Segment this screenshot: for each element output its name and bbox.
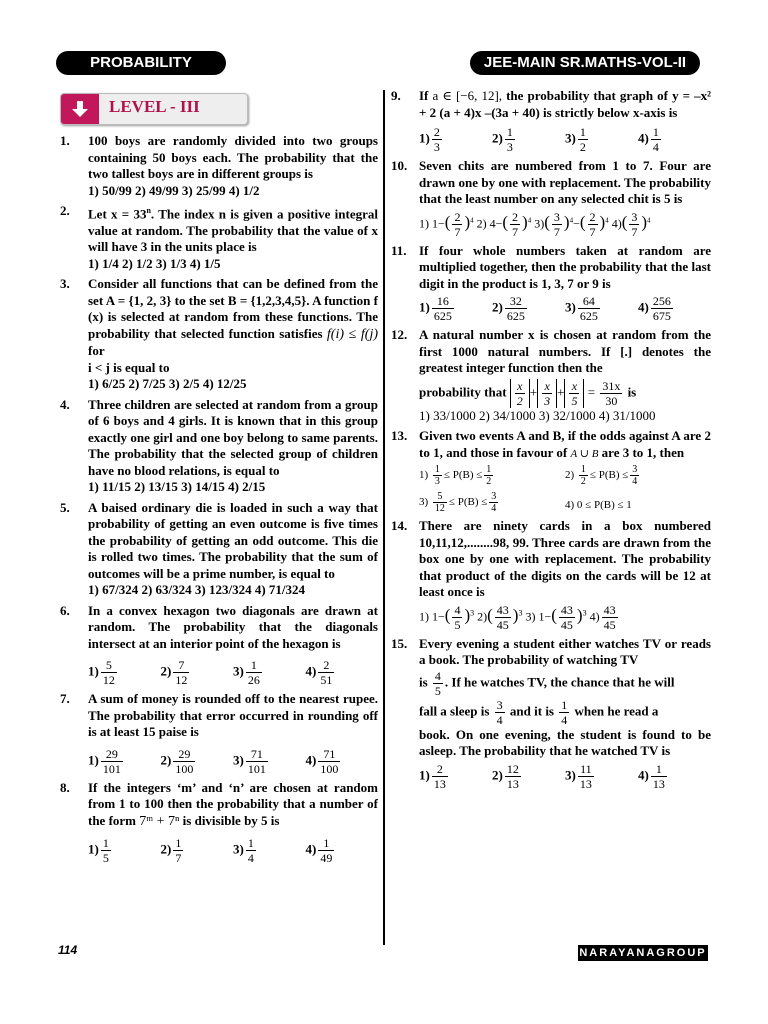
question-text: Let $x = 33^n$. The index n is given a positive integral value at random. The probability that the value of x will have 3 in the units place is — [88, 206, 378, 255]
question-text: A natural number x is chosen at random from the first 1000 natural numbers. If [.] denotes the greatest integer function then the — [419, 327, 711, 375]
question-13: 13. Given two events A and B, if the odds against A are 2 to 1, and those in favour of A ∪ B are 3 to 1, then 1) $\frac{1}{3}$ ≤ P(B) ≤ $\frac{1}{2}$ 2) $\frac{1}{2}$ ≤ P(B) ≤ $\frac{3}{4}$ 3) $\frac{5}{12}$ ≤ P(B) ≤ $\frac{3}{4}$ 4) 0 ≤ P(B) ≤ 1 — [391, 428, 711, 514]
question-text: If four whole numbers taken at random are multiplied together, then the probability that the last digit in the product is 1, 3, 7 or 9 is — [419, 242, 711, 291]
question-text: In a convex hexagon two diagonals are drawn at random. The probability that the diagonals intersect at an interior point of the hexagon is — [88, 602, 378, 651]
options: 1) $\frac{1}{5}$ 2) $\frac{1}{7}$ 3) $\frac{1}{4}$ 4) $\frac{1}{49}$ — [88, 836, 333, 866]
options: 1) 6/25 2) 7/25 3) 2/5 4) 12/25 — [88, 376, 247, 392]
column-divider — [383, 90, 385, 945]
options: 1) $\frac{2}{13}$ 2) $\frac{12}{13}$ 3) $\frac{11}{13}$ 4) $\frac{1}{13}$ — [419, 761, 665, 791]
options: 1) 1−( $\frac{2}{7}$ )$^4$ 2) 4−( $\frac{2}{7}$ )$^4$ 3)( $\frac{3}{7}$ )$^4$−( $\frac{2}{7}$ )$^4$ 4)( $\frac{3}{7}$ )$^4$ — [419, 209, 651, 239]
question-9: 9. If a ∈ [−6, 12], the probability that graph of y = –x² + 2 (a + 4)x –(3a + 40) is strictly below x-axis is 1) $\frac{2}{3}$ 2) $\frac{1}{3}$ 3) $\frac{1}{2}$ 4) $\frac{1}{4}$ — [391, 88, 711, 154]
options: 1) $\frac{16}{625}$ 2) $\frac{32}{625}$ 3) $\frac{64}{625}$ 4) $\frac{256}{675}$ — [419, 294, 671, 323]
question-14: 14. There are ninety cards in a box numbered 10,11,12,........98, 99. Three cards are drawn from the box one by one with replacement. The probability that product of the digits on the cards will be 12 at least once is 1) 1−( $\frac{4}{5}$ )$^3$ 2)( $\frac{43}{45}$ )$^3$ 3) 1−( $\frac{43}{45}$ )$^3$ 4) $\frac{43}{45}$ — [391, 518, 711, 632]
question-text: Consider all functions that can be defined from the set A = {1, 2, 3} to the set B = {1,2,3,4,5}. A function f (x) is selected at random from these functions. The probability that selected function satisfies f(i) ≤ f(j) for i < j is equal to — [88, 276, 379, 375]
question-text: If a ∈ [−6, 12], the probability that graph of y = –x² + 2 (a + 4)x –(3a + 40) is strictly below x-axis is — [419, 88, 711, 120]
question-2: 2. Let $x = 33^n$. The index n is given a positive integral value at random. The probability that the value of x will have 3 in the units place is 1) 1/4 2) 1/2 3) 1/3 4) 1/5 — [60, 203, 378, 271]
question-4: 4. Three children are selected at random from a group of 6 boys and 4 girls. It is known that in this group exactly one girl and one boy belong to same parents. The probability that the selected group of children have no blood relations, is equal to 1) 11/15 2) 13/15 3) 14/15 4) 2/15 — [60, 396, 378, 495]
options: 1) 11/15 2) 13/15 3) 14/15 4) 2/15 — [88, 479, 266, 495]
options: 1) 67/324 2) 63/324 3) 123/324 4) 71/324 — [88, 582, 306, 598]
question-text: Given two events A and B, if the odds against A are 2 to 1, and those in favour of A ∪ B are 3 to 1, then — [419, 428, 711, 460]
question-10: 10. Seven chits are numbered from 1 to 7. Four are drawn one by one with replacement. The probability that the least number on any selected chit is 5 is 1) 1−( $\frac{2}{7}$ )$^4$ 2) 4−( $\frac{2}{7}$ )$^4$ 3)( $\frac{3}{7}$ )$^4$−( $\frac{2}{7}$ )$^4$ 4)( $\frac{3}{7}$ )$^4$ — [391, 158, 711, 239]
right-column — [391, 88, 711, 795]
question-3: 3. Consider all functions that can be defined from the set A = {1, 2, 3} to the set B = {1,2,3,4,5}. A function f (x) is selected at random from these functions. The probability that selected function satisfies f(i) ≤ f(j) for i < j is equal to 1) 6/25 2) 7/25 3) 2/5 4) 12/25 — [60, 276, 379, 392]
level-title: LEVEL - III — [109, 97, 200, 116]
options: 1) 1−( $\frac{4}{5}$ )$^3$ 2)( $\frac{43}{45}$ )$^3$ 3) 1−( $\frac{43}{45}$ )$^3$ 4) $\frac{43}{45}$ — [419, 602, 616, 632]
publisher-brand: NARAYANAGROUP — [579, 947, 707, 959]
question-text: Seven chits are numbered from 1 to 7. Four are drawn one by one with replacement. The probability that the least number on any selected chit is 5 is — [419, 158, 711, 206]
left-column — [60, 133, 378, 869]
question-text: If the integers ‘m’ and ‘n’ are chosen at random from 1 to 100 then the probability that a number of the form 7ᵐ + 7ⁿ is divisible by 5 is — [88, 779, 378, 829]
question-text: A baised ordinary die is loaded in such a way that probability of getting an even outcome is five times the probability of getting an odd outcome. This die is rolled two times. The probability that the sum of outcomes will be a prime number, is equal to — [88, 499, 378, 581]
page-number: 114 — [58, 943, 78, 957]
question-8: 8. If the integers ‘m’ and ‘n’ are chosen at random from 1 to 100 then the probability that a number of the form 7ᵐ + 7ⁿ is divisible by 5 is 1) $\frac{1}{5}$ 2) $\frac{1}{7}$ 3) $\frac{1}{4}$ 4) $\frac{1}{49}$ — [60, 779, 378, 866]
question-12: 12. A natural number x is chosen at random from the first 1000 natural numbers. If [.] denotes the greatest integer function then the probability that $\frac{x}{2}$ + $\frac{x}{3}$ + $\frac{x}{5}$ = $\frac{31x}{30}$ is 1) 33/1000 2) 34/1000 3) 32/1000 4) 31/1000 — [391, 327, 711, 423]
question-11: 11. If four whole numbers taken at random are multiplied together, then the probability that the last digit in the product is 1, 3, 7 or 9 is 1) $\frac{16}{625}$ 2) $\frac{32}{625}$ 3) $\frac{64}{625}$ 4) $\frac{256}{675}$ — [391, 242, 711, 323]
level-badge — [60, 93, 248, 125]
options: 1) $\frac{2}{3}$ 2) $\frac{1}{3}$ 3) $\frac{1}{2}$ 4) $\frac{1}{4}$ — [419, 125, 659, 154]
options: 1) $\frac{1}{3}$ ≤ P(B) ≤ $\frac{1}{2}$ 2) $\frac{1}{2}$ ≤ P(B) ≤ $\frac{3}{4}$ — [419, 464, 638, 487]
equation: probability that $\frac{x}{2}$ + $\frac{x}{3}$ + $\frac{x}{5}$ = $\frac{31x}{30}$ is — [419, 378, 637, 408]
options: 1) $\frac{29}{101}$ 2) $\frac{29}{100}$ 3) $\frac{71}{101}$ 4) $\frac{71}{100}$ — [88, 746, 339, 776]
book-header: JEE-MAIN SR.MATHS-VOL-II — [470, 51, 700, 75]
question-15: 15. Every evening a student either watches TV or reads a book. The probability of watching TV is $\frac{4}{5}$ . If he watches TV, the chance that he will fall a sleep is $\frac{3}{4}$ and it is $\frac{1}{4}$ when he read a book. On one evening, the student is found to be asleep. The probability that he watched TV is 1) $\frac{2}{13}$ 2) $\frac{12}{13}$ 3) $\frac{11}{13}$ 4) $\frac{1}{13}$ — [391, 635, 711, 791]
question-text: 100 boys are randomly divided into two groups containing 50 boys each. The probability that the two tallest boys are in different groups is — [88, 133, 378, 181]
question-5: 5. A baised ordinary die is loaded in such a way that probability of getting an even outcome is five times the probability of getting an odd outcome. This die is rolled two times. The probability that the sum of outcomes will be a prime number, is equal to 1) 67/324 2) 63/324 3) 123/324 4) 71/324 — [60, 499, 378, 598]
question-7: 7. A sum of money is rounded off to the nearest rupee. The probability that error occurred in rounding off is at least 15 paise is 1) $\frac{29}{101}$ 2) $\frac{29}{100}$ 3) $\frac{71}{101}$ 4) $\frac{71}{100}$ — [60, 691, 378, 776]
options: 3) $\frac{5}{12}$ ≤ P(B) ≤ $\frac{3}{4}$ 4) 0 ≤ P(B) ≤ 1 — [419, 491, 632, 514]
options: 1) $\frac{5}{12}$ 2) $\frac{7}{12}$ 3) $\frac{1}{26}$ 4) $\frac{2}{51}$ — [88, 658, 333, 688]
options: 1) 50/99 2) 49/99 3) 25/99 4) 1/2 — [88, 182, 260, 198]
question-6: 6. In a convex hexagon two diagonals are drawn at random. The probability that the diagonals intersect at an interior point of the hexagon is 1) $\frac{5}{12}$ 2) $\frac{7}{12}$ 3) $\frac{1}{26}$ 4) $\frac{2}{51}$ — [60, 602, 378, 688]
options: 1) 33/1000 2) 34/1000 3) 32/1000 4) 31/1000 — [419, 407, 656, 423]
question-text: A sum of money is rounded off to the nearest rupee. The probability that error occurred in rounding off is at least 15 paise is — [88, 691, 378, 740]
question-text: Three children are selected at random from a group of 6 boys and 4 girls. It is known that in this group exactly one girl and one boy belong to same parents. The probability that the selected group of children have no blood relations, is equal to — [88, 396, 378, 478]
question-text: There are ninety cards in a box numbered 10,11,12,........98, 99. Three cards are drawn from the box one by one with replacement. The probability that product of the digits on the cards will be 12 at least once is — [419, 518, 711, 599]
options: 1) 1/4 2) 1/2 3) 1/3 4) 1/5 — [88, 255, 221, 271]
down-arrow-icon — [61, 94, 99, 124]
question-text: Every evening a student either watches TV or reads a book. The probability of watching TV is $\frac{4}{5}$ . If he watches TV, the chance that he will fall a sleep is $\frac{3}{4}$ and it is $\frac{1}{4}$ when he read a book. On one evening, the student is found to be asleep. The probability that he watched TV is — [419, 635, 711, 758]
chapter-header: PROBABILITY — [56, 51, 226, 75]
question-1: 1. 100 boys are randomly divided into two groups containing 50 boys each. The probability that the two tallest boys are in different groups is 1) 50/99 2) 49/99 3) 25/99 4) 1/2 — [60, 133, 378, 198]
